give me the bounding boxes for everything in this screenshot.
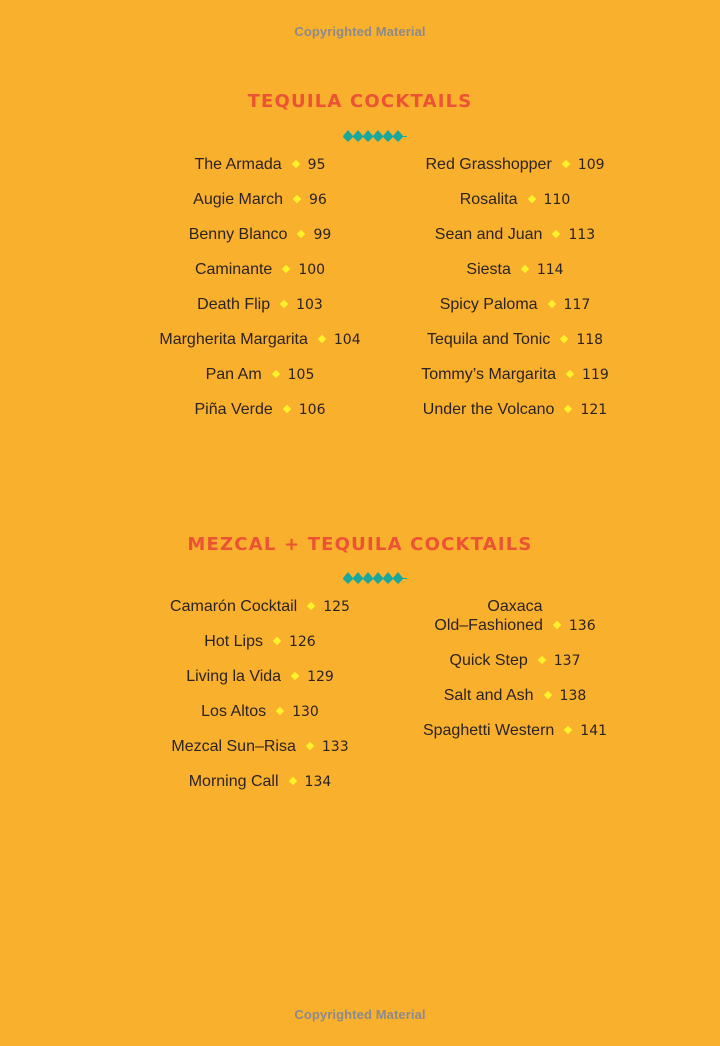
diamond-bullet-icon: [291, 160, 299, 168]
list-item[interactable]: Tommy’s Margarita 119: [421, 366, 609, 383]
diamond-bullet-icon: [538, 656, 546, 664]
list-item[interactable]: Rosalita 110: [459, 191, 571, 208]
list-item[interactable]: Augie March 96: [193, 191, 327, 208]
list-item[interactable]: Benny Blanco 99: [188, 226, 332, 243]
list-item[interactable]: Mezcal Sun–Risa 133: [171, 738, 349, 755]
list-item[interactable]: Piña Verde 106: [194, 401, 326, 418]
list-item[interactable]: Spicy Paloma 117: [439, 296, 591, 313]
list-item[interactable]: Sean and Juan 113: [434, 226, 596, 243]
diamond-bullet-icon: [560, 335, 568, 343]
diamond-bullet-icon: [291, 672, 299, 680]
diamond-bullet-icon: [306, 742, 314, 750]
zigzag-divider-icon: [343, 571, 407, 585]
list-item[interactable]: Caminante 100: [194, 261, 326, 278]
diamond-bullet-icon: [288, 777, 296, 785]
diamond-bullet-icon: [564, 405, 572, 413]
section-title-mezcal-tequila: MEZCAL + TEQUILA COCKTAILS: [187, 534, 533, 555]
list-item[interactable]: Red Grasshopper 109: [425, 156, 605, 173]
diamond-bullet-icon: [297, 230, 305, 238]
diamond-bullet-icon: [280, 300, 288, 308]
list-item[interactable]: Under the Volcano 121: [422, 401, 608, 418]
diamond-bullet-icon: [543, 691, 551, 699]
list-item[interactable]: Morning Call 134: [188, 773, 332, 790]
list-item[interactable]: Salt and Ash 138: [443, 687, 587, 704]
list-item[interactable]: Hot Lips 126: [204, 633, 316, 650]
list-item[interactable]: Oaxaca Old–Fashioned 136: [360, 597, 670, 636]
diamond-bullet-icon: [276, 707, 284, 715]
diamond-bullet-icon: [282, 265, 290, 273]
list-item-name-line1: Oaxaca: [487, 598, 543, 615]
copyright-watermark-top: Copyrighted Material: [294, 24, 426, 39]
list-item[interactable]: Pan Am 105: [205, 366, 315, 383]
list-item[interactable]: Tequila and Tonic 118: [426, 331, 604, 348]
diamond-bullet-icon: [521, 265, 529, 273]
diamond-bullet-icon: [283, 405, 291, 413]
list-item[interactable]: Camarón Cocktail 125: [170, 598, 350, 615]
list-item[interactable]: Death Flip 103: [197, 296, 323, 313]
list-item[interactable]: Quick Step 137: [449, 652, 581, 669]
diamond-bullet-icon: [562, 160, 570, 168]
zigzag-divider-icon: [343, 129, 407, 143]
section-title-tequila: TEQUILA COCKTAILS: [247, 91, 473, 112]
list-item[interactable]: The Armada 95: [194, 156, 326, 173]
list-item[interactable]: Margherita Margarita 104: [159, 331, 361, 348]
list-item[interactable]: Spaghetti Western 141: [422, 722, 608, 739]
diamond-bullet-icon: [527, 195, 535, 203]
diamond-bullet-icon: [547, 300, 555, 308]
diamond-bullet-icon: [318, 335, 326, 343]
list-item[interactable]: Los Altos 130: [201, 703, 319, 720]
diamond-bullet-icon: [271, 370, 279, 378]
diamond-bullet-icon: [553, 621, 561, 629]
diamond-bullet-icon: [273, 637, 281, 645]
diamond-bullet-icon: [307, 602, 315, 610]
diamond-bullet-icon: [293, 195, 301, 203]
diamond-bullet-icon: [552, 230, 560, 238]
diamond-bullet-icon: [566, 370, 574, 378]
list-item[interactable]: Siesta 114: [466, 261, 564, 278]
copyright-watermark-bottom: Copyrighted Material: [294, 1007, 426, 1022]
list-item[interactable]: Living la Vida 129: [186, 668, 334, 685]
diamond-bullet-icon: [564, 726, 572, 734]
